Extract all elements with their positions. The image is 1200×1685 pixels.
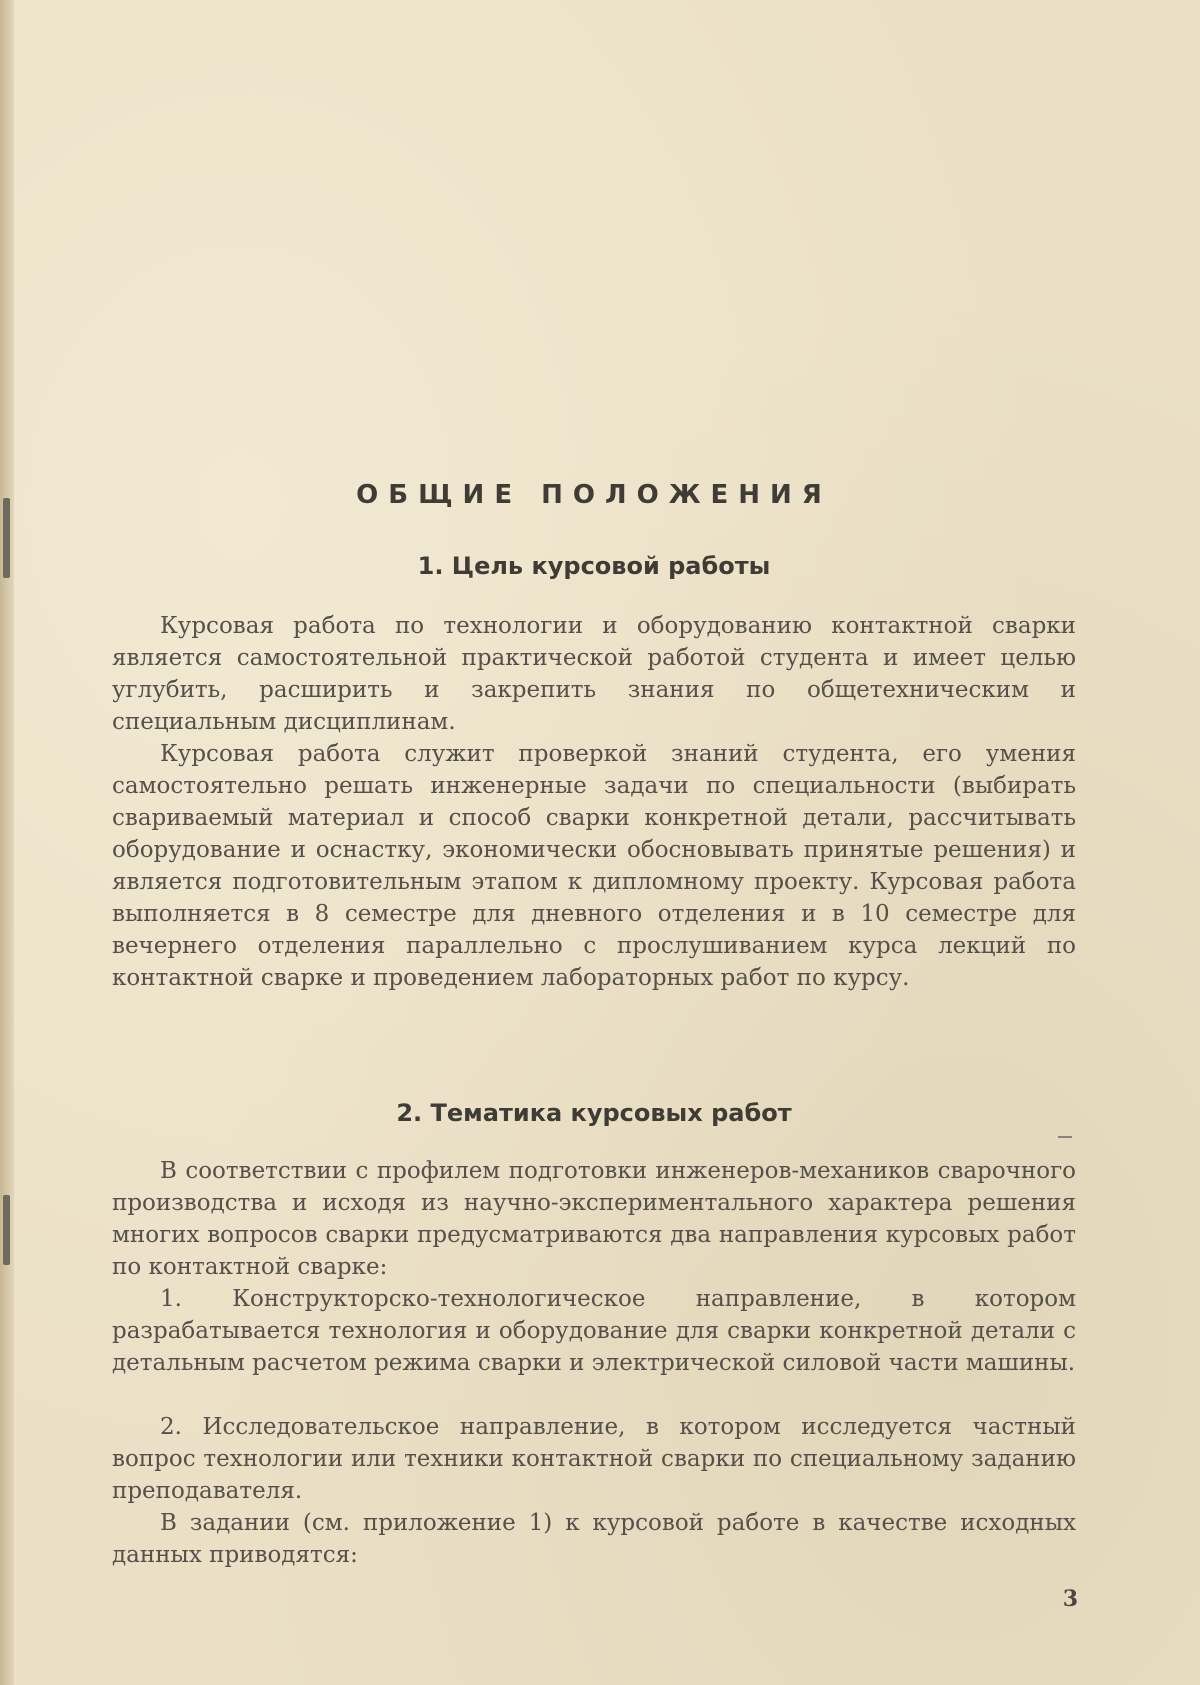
paragraph: В задании (см. приложение 1) к курсовой работе в качестве исходных данных приводятся: — [112, 1510, 1076, 1568]
staple-mark — [3, 498, 10, 578]
paragraph: Курсовая работа служит проверкой знаний студента, его умения самостоятельно решать инженерные задачи по специальности (выбирать свариваемый материал и способ сварки конкретной детали, рассчитывать оборудование и оснастку, экономически обосновывать принятые решения) и является подготовительным этапом к дипломному проекту. Курсовая работа выполняется в 8 семестре для дневного отделения и в 10 семестре для вечернего отделения параллельно с прослушиванием курса лекций по контактной сварке и проведением лабораторных работ по курсу. — [112, 741, 1076, 991]
paragraph: В соответствии с профилем подготовки инженеров-механиков сварочного производства и исходя из научно-экспериментального характера решения многих вопросов сварки предусматриваются два направления курсовых работ по контактной сварке: — [112, 1158, 1076, 1280]
paragraph: 2. Исследовательское направление, в котором исследуется частный вопрос технологии или техники контактной сварки по специальному заданию преподавателя. — [112, 1414, 1076, 1504]
paragraph: 1. Конструкторско-технологическое направление, в котором разрабатывается технология и оборудование для сварки конкретной детали с детальным расчетом режима сварки и электрической силовой части машины. — [112, 1286, 1076, 1376]
subsection-heading-topics: 2. Тематика курсовых работ — [396, 1099, 792, 1127]
section-title: ОБЩИЕ ПОЛОЖЕНИЯ — [356, 480, 832, 510]
margin-mark — [1058, 1136, 1072, 1138]
subsection-heading-goal: 1. Цель курсовой работы — [417, 552, 771, 580]
paragraph: Курсовая работа по технологии и оборудованию контактной сварки является самостоятельной практической работой студента и имеет целью углубить, расширить и закрепить знания по общетехническим и специальным дисциплинам. — [112, 613, 1076, 735]
staple-mark — [3, 1195, 10, 1265]
page-number: 3 — [1062, 1586, 1078, 1612]
binding-edge — [0, 0, 14, 1685]
